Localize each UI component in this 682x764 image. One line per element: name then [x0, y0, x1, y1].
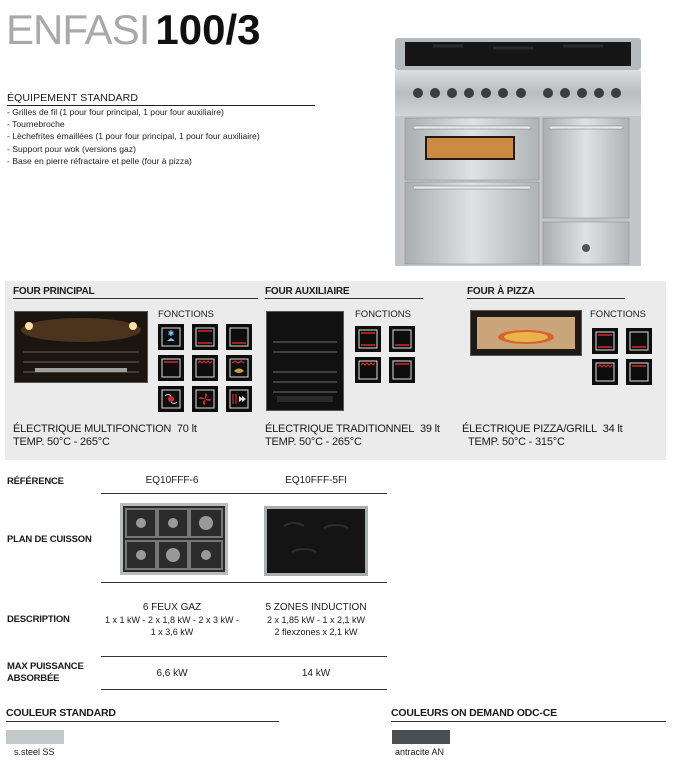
reference-label: RÉFÉRENCE [7, 476, 64, 487]
colour-label-stainless-steel: s.steel SS [14, 747, 55, 757]
colour-swatch-antracite [392, 730, 450, 744]
description-line: 1 x 1 kW - 2 x 1,8 kW - 2 x 3 kW - [104, 615, 240, 625]
cooktop-label: PLAN DE CUISSON [7, 534, 92, 545]
grill-icon [355, 357, 381, 383]
list-item: - Base en pierre réfractaire et pelle (four à pizza) [7, 155, 192, 166]
main-oven-type: ÉLECTRIQUE MULTIFONCTION [13, 423, 172, 435]
max-power-label: MAX PUISSANCE ABSORBÉE [7, 661, 84, 684]
top-bottom-heat-icon [592, 328, 618, 354]
auxiliary-oven-interior [267, 312, 343, 410]
induction-cooktop-image [264, 506, 368, 576]
standard-equipment-heading: ÉQUIPEMENT STANDARD [7, 92, 315, 106]
main-oven-capacity: 70 lt [176, 423, 197, 435]
product-title [6, 6, 261, 52]
gas-cooktop-image [120, 503, 228, 575]
top-bottom-heat-icon [192, 324, 218, 350]
description-line: 6 FEUX GAZ [142, 602, 202, 613]
top-heat-icon [389, 357, 415, 383]
model-1-description [102, 602, 242, 638]
pizza-oven-spec [462, 423, 622, 449]
pizza-oven-functions [592, 328, 652, 385]
range-cooker-image [393, 36, 643, 270]
auxiliary-oven-temp: TEMP. 50°C - 265°C [265, 436, 362, 448]
on-demand-colours-heading: COULEURS ON DEMAND ODC-CE [391, 707, 666, 722]
main-oven-heading: FOUR PRINCIPAL [13, 286, 258, 299]
main-oven-functions [158, 324, 252, 412]
description-line: 1 x 3,6 kW [150, 627, 194, 637]
svg-text:✱: ✱ [167, 329, 175, 338]
title-series: ENFASI [6, 6, 150, 53]
model-1-reference: EQ10FFF-6 [145, 475, 199, 486]
main-oven-spec [13, 423, 197, 449]
main-oven-photo [14, 311, 148, 383]
description-line: 2 flexzones x 2,1 kW [274, 627, 358, 637]
pizza-oven-interior [471, 311, 581, 355]
table-divider [101, 656, 387, 657]
standard-colour-heading: COULEUR STANDARD [6, 707, 279, 722]
defrost-icon [158, 324, 184, 350]
top-heat-icon [626, 359, 652, 385]
auxiliary-oven-type: ÉLECTRIQUE TRADITIONNEL [265, 423, 415, 435]
main-oven-interior [15, 312, 147, 382]
bottom-heat-icon [226, 324, 252, 350]
bottom-heat-icon [626, 328, 652, 354]
model-2-description [246, 602, 386, 638]
model-1-max-power: 6,6 kW [156, 668, 188, 679]
top-heat-icon [158, 355, 184, 381]
auxiliary-oven-functions [355, 326, 415, 383]
pizza-oven-functions-label: FONCTIONS [590, 309, 646, 320]
rapid-heat-icon [226, 386, 252, 412]
convection-icon [158, 386, 184, 412]
table-divider [101, 582, 387, 583]
turbo-grill-icon [226, 355, 252, 381]
fan-icon [192, 386, 218, 412]
list-item: - Tournebroche [7, 119, 65, 130]
auxiliary-oven-capacity: 39 lt [419, 423, 440, 435]
main-oven-temp: TEMP. 50°C - 265°C [13, 436, 110, 448]
pizza-oven-temp: TEMP. 50°C - 315°C [468, 436, 565, 448]
colour-label-antracite: antracite AN [395, 747, 445, 757]
standard-equipment-list [7, 106, 260, 167]
model-2-reference: EQ10FFF-5FI [285, 475, 347, 486]
description-label: DESCRIPTION [7, 614, 70, 625]
pizza-oven-photo [470, 310, 582, 356]
grill-icon [592, 359, 618, 385]
grill-icon [192, 355, 218, 381]
table-divider [101, 689, 387, 690]
description-line: 5 ZONES INDUCTION [265, 602, 367, 613]
pizza-oven-type: ÉLECTRIQUE PIZZA/GRILL [462, 423, 597, 435]
list-item: - Support pour wok (versions gaz) [7, 143, 136, 154]
auxiliary-oven-functions-label: FONCTIONS [355, 309, 411, 320]
list-item: - Grilles de fil (1 pour four principal, 1 pour four auxiliaire) [7, 107, 224, 117]
main-oven-functions-label: FONCTIONS [158, 309, 214, 320]
title-model: 100/3 [155, 6, 261, 53]
description-line: 2 x 1,85 kW - 1 x 2,1 kW [266, 615, 366, 625]
model-2-max-power: 14 kW [301, 668, 331, 679]
pizza-oven-capacity: 34 lt [602, 423, 623, 435]
top-bottom-heat-icon [355, 326, 381, 352]
colour-swatch-stainless-steel [6, 730, 64, 744]
auxiliary-oven-spec [265, 423, 440, 449]
list-item: - Lèchefrites émaillées (1 pour four principal, 1 pour four auxiliaire) [7, 131, 260, 142]
pizza-oven-heading: FOUR À PIZZA [467, 286, 625, 299]
auxiliary-oven-photo [266, 311, 344, 411]
bottom-heat-icon [389, 326, 415, 352]
table-divider [101, 493, 387, 494]
auxiliary-oven-heading: FOUR AUXILIAIRE [265, 286, 423, 299]
